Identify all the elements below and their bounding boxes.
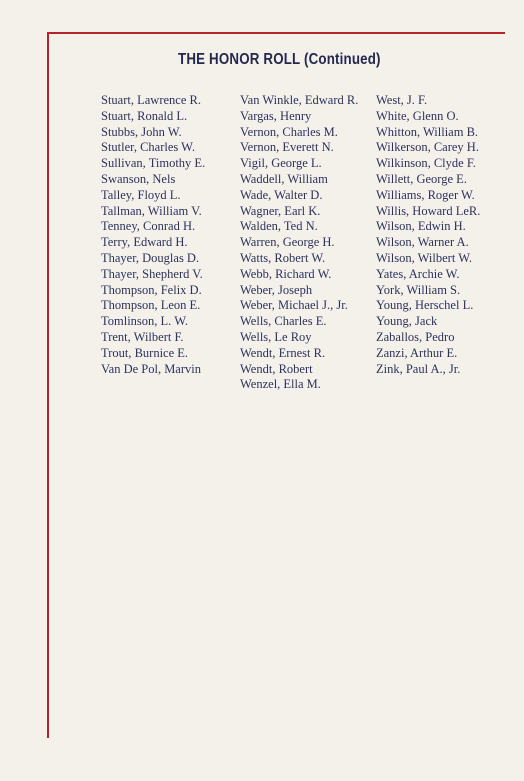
honor-roll-name: Walden, Ted N. — [240, 219, 318, 234]
top-rule — [47, 32, 505, 34]
honor-roll-name: Wilson, Warner A. — [376, 235, 469, 250]
page-title: THE HONOR ROLL (Continued) — [178, 51, 381, 68]
honor-roll-name: Stuart, Ronald L. — [101, 108, 188, 123]
honor-roll-name: Trout, Burnice E. — [101, 345, 189, 360]
honor-roll-name: Wells, Le Roy — [240, 329, 312, 344]
name-column-1 — [101, 93, 205, 377]
name-column-3 — [376, 93, 480, 377]
honor-roll-name: Wenzel, Ella M. — [240, 377, 321, 392]
honor-roll-name: Vargas, Henry — [240, 108, 312, 123]
honor-roll-name: Weber, Michael J., Jr. — [240, 298, 348, 313]
honor-roll-name: Zink, Paul A., Jr. — [376, 361, 461, 376]
honor-roll-name: Vigil, George L. — [240, 156, 322, 171]
honor-roll-name: Weber, Joseph — [240, 282, 313, 297]
honor-roll-name: Wade, Walter D. — [240, 187, 323, 202]
name-column-2 — [240, 93, 358, 393]
honor-roll-name: Wilson, Edwin H. — [376, 219, 466, 234]
honor-roll-name: Vernon, Charles M. — [240, 124, 338, 139]
honor-roll-name: Wilson, Wilbert W. — [376, 250, 472, 265]
honor-roll-name: Yates, Archie W. — [376, 266, 460, 281]
honor-roll-name: Thompson, Leon E. — [101, 298, 201, 313]
honor-roll-name: Tallman, William V. — [101, 203, 202, 218]
honor-roll-name: Swanson, Nels — [101, 171, 176, 186]
honor-roll-name: Wilkerson, Carey H. — [376, 140, 479, 155]
honor-roll-name: Trent, Wilbert F. — [101, 329, 184, 344]
left-rule — [47, 32, 49, 738]
honor-roll-name: Terry, Edward H. — [101, 235, 188, 250]
honor-roll-name: Zaballos, Pedro — [376, 329, 455, 344]
honor-roll-name: Tomlinson, L. W. — [101, 314, 188, 329]
honor-roll-name: Willis, Howard LeR. — [376, 203, 481, 218]
honor-roll-name: Thayer, Shepherd V. — [101, 266, 203, 281]
honor-roll-name: Wilkinson, Clyde F. — [376, 156, 476, 171]
honor-roll-name: Stubbs, John W. — [101, 124, 182, 139]
honor-roll-name: Thompson, Felix D. — [101, 282, 202, 297]
honor-roll-name: White, Glenn O. — [376, 108, 459, 123]
honor-roll-name: Vernon, Everett N. — [240, 140, 334, 155]
honor-roll-name: Watts, Robert W. — [240, 250, 326, 265]
honor-roll-name: Whitton, William B. — [376, 124, 479, 139]
honor-roll-name: West, J. F. — [376, 93, 428, 107]
honor-roll-name: Wells, Charles E. — [240, 314, 327, 329]
honor-roll-name: Williams, Roger W. — [376, 187, 475, 202]
honor-roll-name: Willett, George E. — [376, 171, 467, 186]
honor-roll-name: Stutler, Charles W. — [101, 140, 195, 155]
honor-roll-name: Van De Pol, Marvin — [101, 361, 201, 376]
honor-roll-name: Sullivan, Timothy E. — [101, 156, 206, 171]
honor-roll-name: Zanzi, Arthur E. — [376, 345, 458, 360]
honor-roll-name: Webb, Richard W. — [240, 266, 332, 281]
honor-roll-name: Warren, George H. — [240, 235, 335, 250]
honor-roll-name: Stuart, Lawrence R. — [101, 93, 201, 107]
honor-roll-name: Waddell, William — [240, 171, 328, 186]
honor-roll-name: Van Winkle, Edward R. — [240, 93, 359, 107]
honor-roll-name: Talley, Floyd L. — [101, 187, 181, 202]
honor-roll-name: Wendt, Ernest R. — [240, 345, 326, 360]
honor-roll-name: Wendt, Robert — [240, 361, 313, 376]
honor-roll-name: Tenney, Conrad H. — [101, 219, 196, 234]
honor-roll-name: York, William S. — [376, 282, 461, 297]
honor-roll-name: Young, Jack — [376, 314, 438, 329]
honor-roll-name: Thayer, Douglas D. — [101, 250, 200, 265]
honor-roll-name: Wagner, Earl K. — [240, 203, 321, 218]
honor-roll-name: Young, Herschel L. — [376, 298, 474, 313]
